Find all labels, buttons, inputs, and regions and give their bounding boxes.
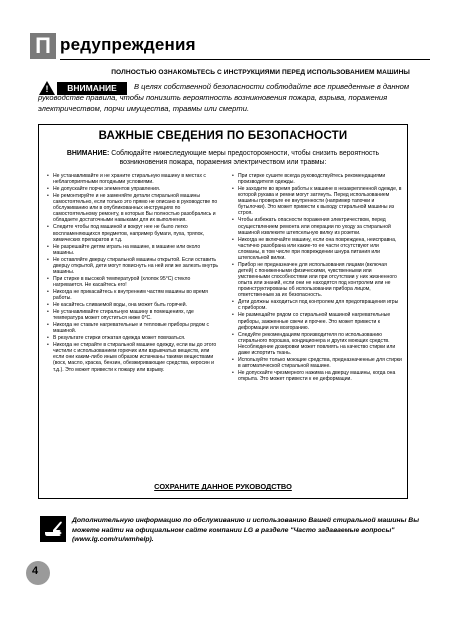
list-item: • Никогда не ставьте нагревательные и тепловые приборы рядом с машиной. bbox=[47, 322, 210, 335]
list-item: • Не допускайте чрезмерного нажима на дверцу машины, когда она открыта. Это может привести к ее деформации. bbox=[232, 369, 396, 383]
list-item: • Не ремонтируйте и не заменяйте детали стиральной машины самостоятельно, если только это прямо не описано в руководстве по обслуживанию или в опубликованных инструкциях по самостоятельному ремонту, в которых Вы полностью разобрались и обладаете достаточными навыками для их выполнения. bbox=[47, 193, 218, 224]
list-item: • Не размещайте рядом со стиральной машиной нагревательные приборы, зажженные свечи и прочее. Это может привести к деформации или возгоранию. bbox=[232, 312, 391, 331]
safety-list-left bbox=[47, 173, 221, 373]
page-number: 4 bbox=[32, 565, 39, 577]
hand-pointing-icon bbox=[40, 516, 66, 542]
list-item: • Прибор не предназначен для использования лицами (включая детей) с пониженными физическими, чувственными или умственными способностями или при отсутствии у них жизненного опыта или знаний, если они не находятся под контролем или не проинструктированы об использовании прибора лицом, ответственным за их безопасность. bbox=[232, 261, 397, 299]
safety-list-right bbox=[232, 173, 402, 383]
list-item: • Никогда не стирайте в стиральной машине одежду, если вы до этого чистили с использованием горючих или взрывчатых веществ, или если они каким-либо иным образом испачканы такими веществами (воск, масло, краска, бензин, обезжиривающие средства, керосин и т.д.). Это может привести к пожару или взрыву. bbox=[47, 342, 217, 373]
list-item: • Не касайтесь сливаемой воды, она может быть горячей. bbox=[47, 302, 187, 308]
exclamation-icon: ! bbox=[45, 84, 49, 94]
safety-intro bbox=[45, 149, 401, 167]
list-item: • Никогда не включайте машину, если она повреждена, неисправна, частично разобрана или какие-то ее части отсутствуют или сломаны, в том числе при повреждении шнура питания или штепсельной вилки. bbox=[232, 236, 397, 261]
list-item: • При стирке в высокой температурой (хлопок 95°C) стекло нагревается. Не касайтесь его! bbox=[47, 275, 191, 288]
list-item: • Не заходите во время работы к машине в незакрепленной одежде, в которой рукава и ремни могут затянуть. Перед использованием машины проверьте ее внутренности (например тапочки и бутылочки). Это может привести к выходу стиральной машины из строя. bbox=[232, 186, 402, 217]
list-item: • Не разрешайте детям играть на машине, в машине или около машины. bbox=[47, 243, 201, 256]
warning-badge: ВНИМАНИЕ bbox=[57, 82, 127, 95]
list-item: • Дети должны находиться под контролем для предотвращения игры с прибором. bbox=[232, 299, 399, 312]
list-item: • Не устанавливайте и не храните стиральную машину в местах с неблагоприятными погодными условиями. bbox=[47, 173, 206, 186]
list-item: • Никогда не прикасайтесь к внутренним частям машины во время работы. bbox=[47, 288, 208, 302]
list-item: • Следите чтобы под машиной и вокруг нее не было легко воспламеняющихся предметов, например бумаги, пуха, тряпок, химических препаратов и т.д. bbox=[47, 224, 205, 243]
list-item: • Не оставляйте дверцу стиральной машины открытой. Если оставить дверцу открытой, дети могут повиснуть на ней или же залезть внутрь машины. bbox=[47, 256, 219, 275]
safety-intro-text: Соблюдайте нижеследующие меры предосторожности, чтобы снизить вероятность возникновения пожара, поражения электричеством или травмы: bbox=[109, 150, 380, 166]
safety-heading: ВАЖНЫЕ СВЕДЕНИЯ ПО БЕЗОПАСНОСТИ bbox=[98, 130, 348, 142]
list-item: • Не допускайте порчи элементов управления. bbox=[47, 186, 161, 193]
list-item: • Не устанавливайте стиральную машину в помещениях, где температура может опуститься ниже 0°C. bbox=[47, 308, 194, 322]
title-underline bbox=[60, 59, 430, 60]
list-item: • В результате стирки отжатая одежда может повязаться. bbox=[47, 335, 186, 342]
list-item: • Чтобы избежать опасности поражения электричеством, перед осуществлением ремонта или операции по уходу за стиральной машиной извлеките штепсельную вилку из розетки. bbox=[232, 217, 391, 236]
safety-info-box bbox=[38, 124, 408, 499]
title-text: редупреждения bbox=[60, 35, 196, 54]
warning-text: В целях собственной безопасности соблюдайте все приведенные в данном руководстве правила, чтобы понизить вероятность возникновения пожара, взрыва, поражения электричеством, порчи имущества, травмы или смерти. bbox=[38, 82, 410, 113]
save-guide-note: СОХРАНИТЕ ДАННОЕ РУКОВОДСТВО bbox=[154, 482, 292, 491]
safety-intro-label: ВНИМАНИЕ: bbox=[66, 150, 110, 157]
list-item: • При стирке сушите всегда руководствуйтесь рекомендациями производителя одежды. bbox=[232, 173, 386, 186]
title-initial-box: П bbox=[30, 33, 56, 59]
page-title bbox=[30, 33, 430, 63]
list-item: • Следуйте рекомендациям производителя по использованию стирального порошка, кондиционера и других моющих средств. Несоблюдение дозировки может повлиять на качество стирки или даже испортить ткань. bbox=[232, 331, 396, 356]
list-item: • Используйте только моющие средства, предназначенные для стирки в автоматической стиральной машине. bbox=[232, 356, 402, 369]
footer-note: Дополнительную информацию по обслуживанию и использованию Вашей стиральной машины Вы можете найти на официальном сайте компании LG в разделе "Часто задаваемые вопросы" (www.lg.com/ru/wmhelp). bbox=[72, 517, 419, 544]
read-instructions-note: ПОЛНОСТЬЮ ОЗНАКОМЬТЕСЬ С ИНСТРУКЦИЯМИ ПЕРЕД ИСПОЛЬЗОВАНИЕМ МАШИНЫ bbox=[111, 69, 410, 76]
